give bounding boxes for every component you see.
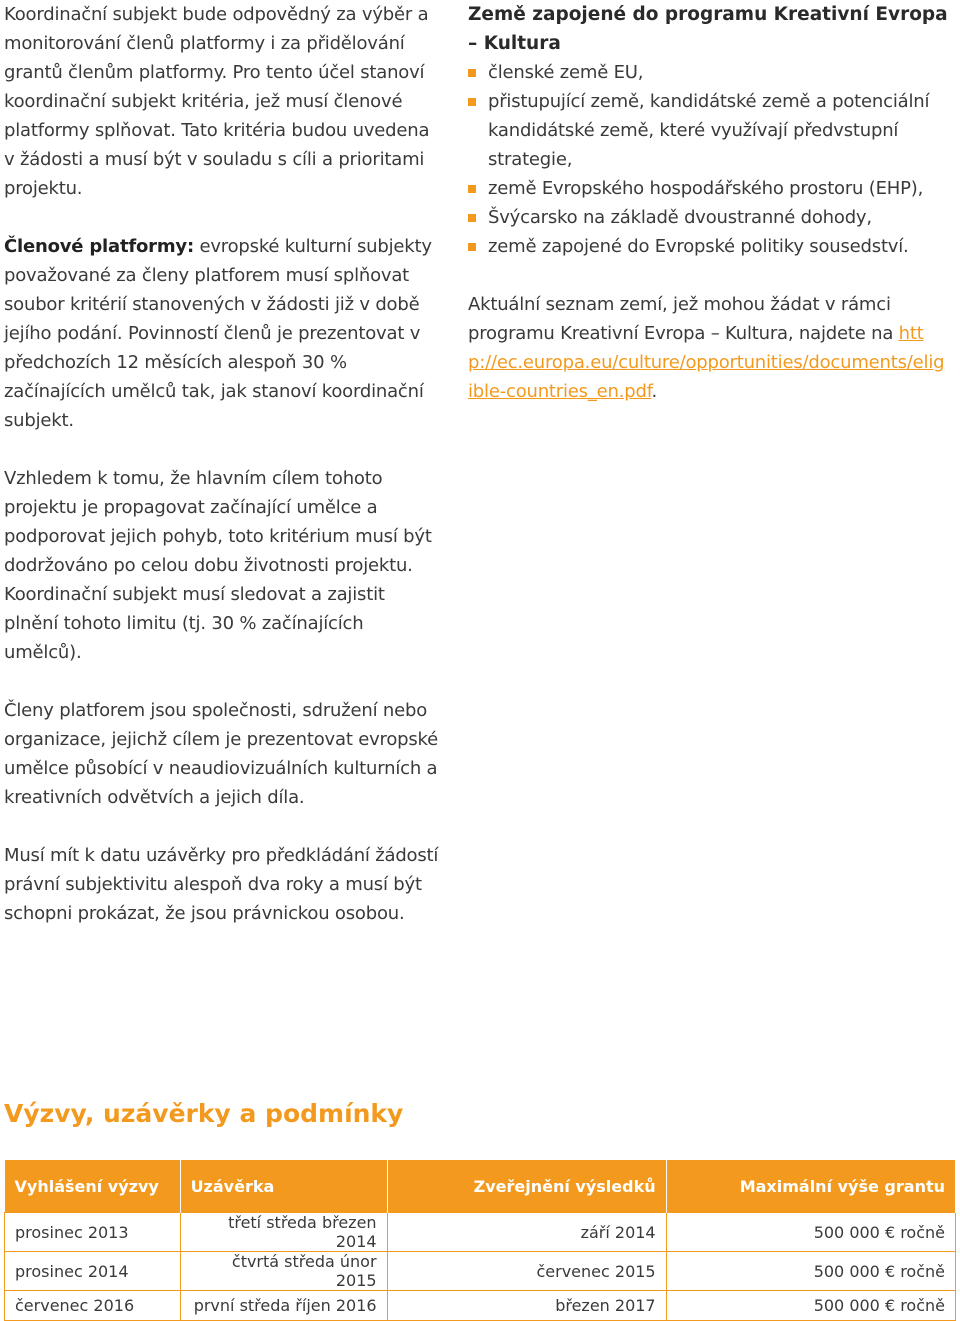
cell-results: březen 2017 [387,1291,666,1321]
paragraph-goal: Vzhledem k tomu, že hlavním cílem tohoto projektu je propagovat začínající umělce a podporovat jejich pohyb, toto kritérium musí být dodržováno po celou dobu životnosti projektu. Koordinační subjekt musí sledovat a zajistit plnění tohoto limitu (tj. 30 % začínajících umělců). [4,468,432,663]
list-item: Švýcarsko na základě dvoustranné dohody, [468,203,948,232]
cell-deadline: čtvrtá středa únor 2015 [180,1252,387,1291]
eligible-countries-link[interactable]: http://ec.europa.eu/culture/opportunities/documents/eligible-countries_en.pdf [468,323,945,402]
list-item: země Evropského hospodářského prostoru (EHP), [468,174,948,203]
cell-grant: 500 000 € ročně [666,1252,955,1291]
countries-list [468,58,948,261]
cell-grant: 500 000 € ročně [666,1291,955,1321]
paragraph-member-types: Členy platforem jsou společnosti, sdružení nebo organizace, jejichž cílem je prezentovat evropské umělce působící v neaudiovizuálních kulturních a kreativních odvětvích a jejich díla. [4,700,439,808]
list-item: členské země EU, [468,58,948,87]
paragraph-country-list [468,290,948,406]
table-row [5,1252,956,1291]
countries-heading: Země zapojené do programu Kreativní Evropa – Kultura [468,4,948,54]
list-item: země zapojené do Evropské politiky sousedství. [468,232,948,261]
cell-results: červenec 2015 [387,1252,666,1291]
header-grant-text: Maximální výše grantu [739,1176,945,1196]
header-call: Vyhlášení výzvy [5,1160,181,1213]
cell-deadline: první středa říjen 2016 [180,1291,387,1321]
table-row [5,1291,956,1321]
cell-call: prosinec 2014 [5,1252,181,1291]
cell-call: červenec 2016 [5,1291,181,1321]
section-title: Výzvy, uzávěrky a podmínky [4,1099,404,1128]
paragraph-legal: Musí mít k datu uzávěrky pro předkládání žádostí právní subjektivitu alespoň dva roky a musí být schopni prokázat, že jsou právnickou osobou. [4,845,439,924]
members-lead: Členové platformy: [4,236,194,257]
members-text: evropské kulturní subjekty považované za členy platforem musí splňovat soubor kritérií stanovených v žádosti již v době jejího podání. Povinností členů je prezentovat v předchozích 12 měsících alespoň 30 % začínajících umělců tak, jak stanoví koordinační subjekt. [4,236,432,431]
list-item: přistupující země, kandidátské země a potenciální kandidátské země, které využívají předvstupní strategie, [468,87,948,174]
country-list-text: Aktuální seznam zemí, jež mohou žádat v rámci programu Kreativní Evropa – Kultura, najdete na [468,294,899,344]
paragraph-coordinator: Koordinační subjekt bude odpovědný za výběr a monitorování členů platformy i za přidělování grantů členům platformy. Pro tento účel stanoví koordinační subjekt kritéria, jež musí členové platformy splňovat. Tato kritéria budou uvedena v žádosti a musí být v souladu s cíli a prioritami projektu. [4,4,430,199]
paragraph-members [4,232,444,435]
header-grant [666,1160,955,1213]
cell-deadline: třetí středa březen 2014 [180,1213,387,1252]
country-list-end: . [651,381,658,402]
cell-grant: 500 000 € ročně [666,1213,955,1252]
right-column [468,0,948,435]
header-deadline: Uzávěrka [180,1160,387,1213]
cell-results: září 2014 [387,1213,666,1252]
left-column [4,0,444,957]
table-header-row [5,1160,956,1213]
header-results [387,1160,666,1213]
calls-table [4,1160,956,1321]
header-results-text: Zveřejnění výsledků [473,1176,656,1196]
cell-call: prosinec 2013 [5,1213,181,1252]
table-row [5,1213,956,1252]
